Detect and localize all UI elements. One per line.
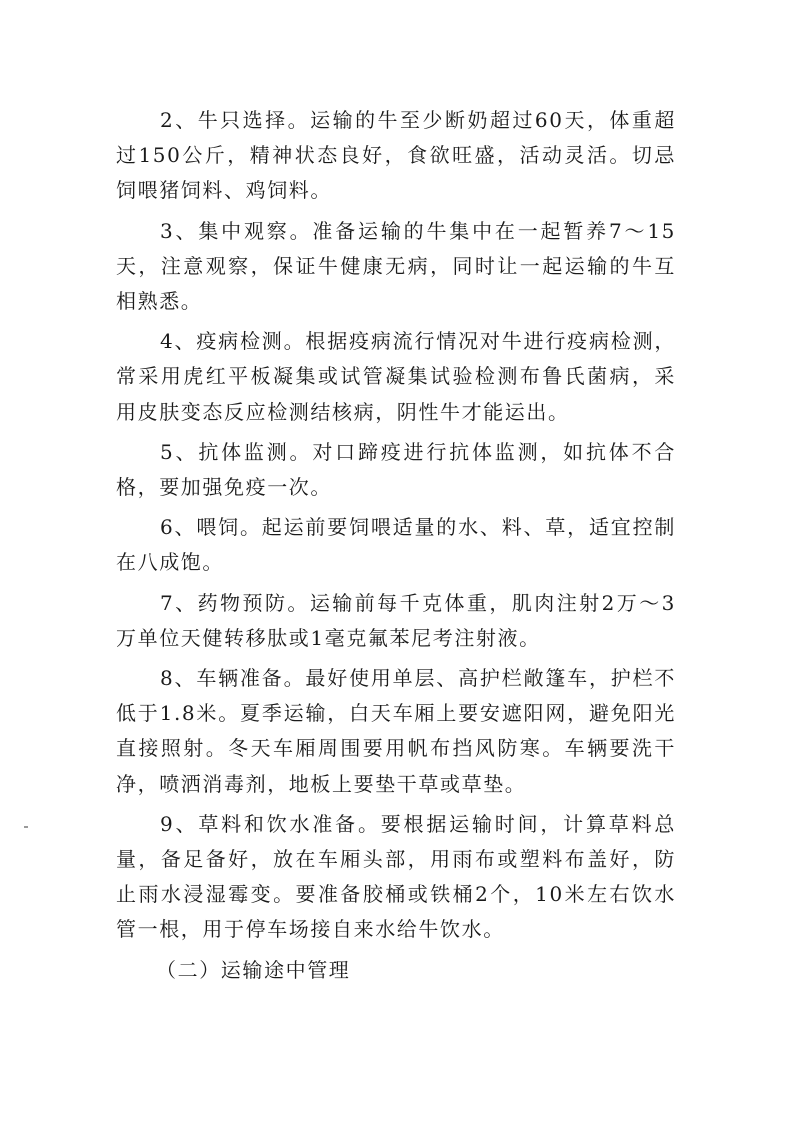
- paragraph-disease-testing: 4、疫病检测。根据疫病流行情况对牛进行疫病检测，常采用虎红平板凝集或试管凝集试验检测布鲁氏菌病，采用皮肤变态反应检测结核病，阴性牛才能运出。: [116, 329, 676, 424]
- paragraph-centralized-observation: 3、集中观察。准备运输的牛集中在一起暂养7～15天，注意观察，保证牛健康无病，同时让一起运输的牛互相熟悉。: [116, 218, 676, 314]
- paragraph-feeding: 6、喂饲。起运前要饲喂适量的水、料、草，适宜控制在八成饱。: [116, 515, 676, 575]
- document-body: [116, 103, 676, 988]
- section-heading: （二）运输途中管理: [156, 957, 351, 982]
- scan-artifact: [24, 826, 28, 828]
- paragraph-forage-water-preparation: 9、草料和饮水准备。要根据运输时间，计算草料总量，备足备好，放在车厢头部，用雨布或塑料布盖好，防止雨水浸湿霉变。要准备胶桶或铁桶2个，10米左右饮水管一根，用于停车场接自来水给牛饮水。: [116, 811, 676, 942]
- paragraph-antibody-monitoring: 5、抗体监测。对口蹄疫进行抗体监测，如抗体不合格，要加强免疫一次。: [116, 439, 676, 500]
- paragraph-drug-prevention: 7、药物预防。运输前每千克体重，肌肉注射2万～3万单位天健转移肽或1毫克氟苯尼考注射液。: [116, 590, 676, 650]
- paragraph-cattle-selection: 2、牛只选择。运输的牛至少断奶超过60天，体重超过150公斤，精神状态良好，食欲旺盛，活动灵活。切忌饲喂猪饲料、鸡饲料。: [116, 108, 676, 203]
- paragraph-vehicle-preparation: 8、车辆准备。最好使用单层、高护栏敞篷车，护栏不低于1.8米。夏季运输，白天车厢上要安遮阳网，避免阳光直接照射。冬天车厢周围要用帆布挡风防寒。车辆要洗干净，喷洒消毒剂，地板上要垫干草或草垫。: [116, 666, 676, 796]
